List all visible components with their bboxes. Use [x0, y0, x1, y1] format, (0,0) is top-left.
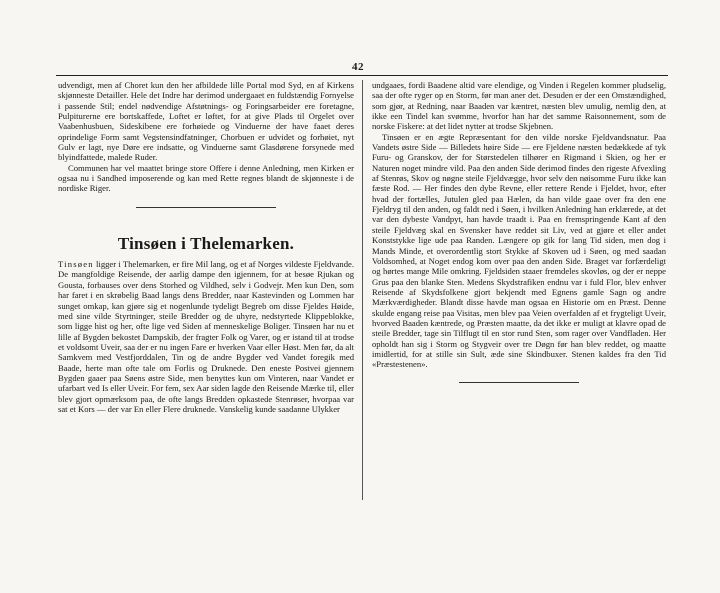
left-column — [58, 80, 354, 414]
section-divider — [136, 207, 276, 208]
article-heading: Tinsøen i Thelemarken. — [117, 233, 295, 253]
right-paragraph-2: Tinsøen er en ægte Repræsentant for den vilde norske Fjeldvandsnatur. Paa Vandets østre Side — Billedets høire Side — ere Fjeldene næsten bedækkede af tyk Furu- og Granskov, der for Størstedelen tilhører en Rigmand i Skien, og her er Naturen noget mindre vild. Paa den anden Side derimod findes den rigeste Afvexling af Stenrøs, Skov og nøgne steile Fjeldvægge, hvor selv den nøisomme Furu ikke kan fæste Rod. — Her findes den dybe Revne, eller rettere Rende i Fjeldet, hvor, efter hvad der fortælles, Jutulen gled paa Hælen, da han vilde gaae over fra den ene Fjeldryg til den anden, og faldt ned i Søen, i hvilken Anledning han erklærede, at det var den dybeste Vandpyt, han havde traadt i. Paa en fremspringende Kant af den steile Fjeldvæg skal en Svensker have reddet sit Liv, ved at gjøre et eller andet Konststykke lige ude paa Randen. Længere op gik for lang Tid siden, men dog i Mands Minde, et overordentlig stort Stykke af Skoven ud i Søen, og med saadan Voldsomhed, at Noget endog kom over paa den anden Side. Braget var forfærdeligt og hørtes mange Mile omkring. Fjeldsiden staaer fremdeles skovløs, og der er neppe Grus paa den blanke Sten. Medens Skydstrafiken endnu var i fuld Flor, blev enhver Reisende af Skydsfolkene gjort bekjendt med Egnens gamle Sagn og andre Mærkværdigheder. Blandt disse havde man ogsaa en Historie om en Præst. Denne skulde engang reise paa Visitas, men blev paa Veien overfalden af et frygteligt Uveir, hvorved Baaden kæntrede, og Præsten maatte, da det ikke er muligt at klavre opad de steile Bredder, tage sin Tilflugt til en stor rund Sten, som rager over Vandfladen. Her opholdt han sig i Storm og Stygveir over tre Døgn før han blev reddet, og maatte imidlertid, for at stille sin Sult, æde sine Skindbuxer. Stenen kaldes fra den Tid «Præstestenen». — [372, 131, 666, 370]
right-paragraph-1: undgaaes, fordi Baadene altid vare elendige, og Vinden i Regelen kommer pludselig, saa der ofte ryger op en Storm, før man aner det. Desuden er der een Omstændighed, som gjør, at Redning, naar Baaden var kæntret, næsten blev umulig, nemlig den, at ikke een Tindel kan svømme, hvorfor han har det samme Raisonnement, som de norske Fiskere: at det lidet nytter at trodse Skjebnen. — [372, 80, 666, 132]
column-divider — [362, 80, 363, 500]
church-paragraph-1: udvendigt, men af Choret kun den her afbildede lille Portal mod Syd, en af Kirkens skjønneste Detailler. Hele det Indre har derimod undergaaet en fuldstændig Fornyelse i passende Stil; endel nødvendige Afstøtnings- og Foringsarbeider ere foretagne, Pulpiturerne ere bortskaffede, Loftet er løftet, for at give Plads til Orgelet over Vaabenhusbuen, Sideskibene ere forhøiede og Vinduerne der have faaet deres oprindelige Form samt Vegstensindfatninger, Chorbuen er udvidet og forhøiet, nyt Gulv er lagt, nye Døre ere indsatte, og Vinduerne samt Glasdørene forsynede med blyindfattede, malede Ruder. — [58, 80, 354, 163]
article-lead-word: Tinsøen — [58, 259, 94, 270]
right-column — [372, 80, 666, 383]
church-paragraph-2: Communen har vel maattet bringe store Offere i denne Anledning, men Kirken er ogsaa nu i Sandhed imposerende og kan med Rette regnes blandt de skjønneste i de nordiske Riger. — [58, 162, 354, 194]
page-number: 42 — [352, 61, 364, 73]
end-rule — [459, 382, 579, 383]
article-paragraph — [58, 259, 354, 414]
article-body-text: ligger i Thelemarken, er fire Mil lang, og et af Norges vildeste Fjeldvande. De mangfoldige Reisende, der aarlig dampe den igjennem, for at besøe Rjukan og Gousta, forbauses over dens Storhed og Vildhed, selv i Godvejr. Men kun Den, som har faret i en skrøbelig Baad langs dens Bredder, naar Kastevinden og Lommen har sunget omkap, kan gjøre sig et nogenlunde tydeligt Begreb om disse Fjeldes Høide, med sine vilde Styrtninger, steile Bredder og de uhyre, nedstyrtede Klippeblokke, som ligge hist og her, ofte lige ved Siden af menneskelige Boliger. Tinsøen har nu et lille af Bygden bekostet Dampskib, der fragter Folk og Varer, og er istand til at trodse et voldsomt Uveir, saa der er nu ingen Fare er hverken Vaar eller Høst. Men før, da alt Samkvem med Vestfjorddalen, Tin og de andre Bygder ved Vandet foregik med Baade, herte man ofte tale om Forlis og Druknede. Den eneste Postvei gjennem Bygden gaaer paa Søens østre Side, men benyttes kun om Vinteren, naar Vandet er ufarbart ved Is eller Uveir. For fem, sex Aar siden lagde den Reisende Mærke til, eller blev gjort opmærksom paa, de ofte langs Bredden opkastede Stenrøser, hvorpaa var sat et Kors — der var En eller Flere druknede. Vanskelig kunde saadanne Ulykker — [58, 259, 354, 414]
header-rule — [56, 75, 668, 76]
